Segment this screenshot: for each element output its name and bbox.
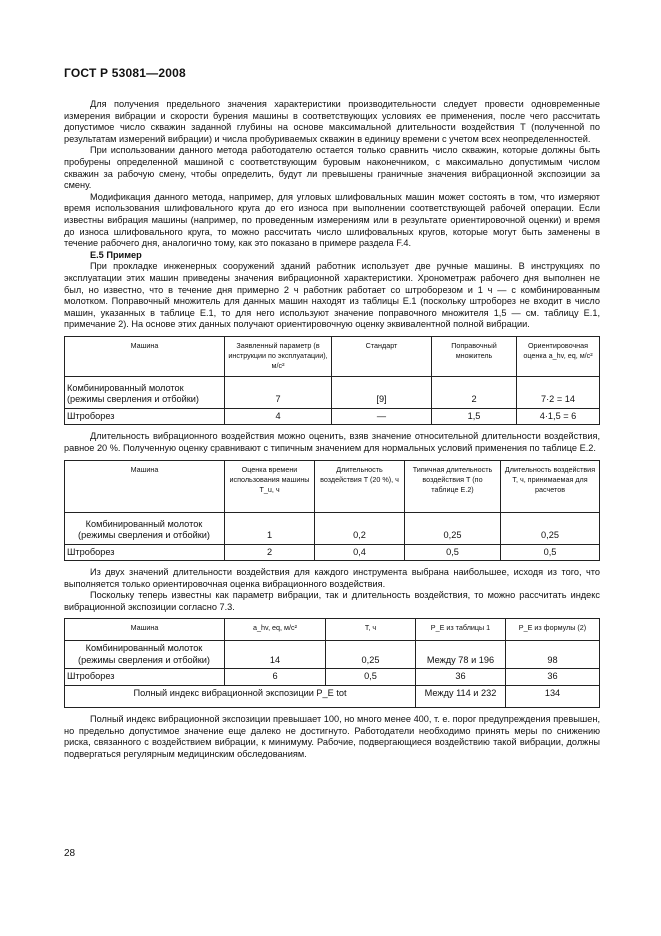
table-cell: 36: [506, 669, 600, 686]
section-title: Е.5 Пример: [90, 249, 142, 260]
table-vibration-estimate: [64, 336, 600, 426]
table-cell: 0,25: [501, 512, 600, 544]
table-cell: [9]: [332, 376, 432, 408]
table-cell: 0,2: [315, 512, 405, 544]
table-cell: Между 114 и 232: [416, 685, 506, 707]
table-header-cell: P_E из формулы (2): [506, 619, 600, 641]
table-cell: 6: [225, 669, 326, 686]
paragraph: Полный индекс вибрационной экспозиции превышает 100, но много менее 400, т. е. порог предупреждения превышен, но предельно допустимое значение еще далеко не достигнуто. Работодатели необходимо принять меры по снижению риска, связанного с воздействием вибрации, к минимуму. Рабочие, подвергающиеся воздействию такой вибрации, должны подвергаться регулярным медицинским обследованиям.: [64, 713, 600, 759]
paragraph: Из двух значений длительности воздействия для каждого инструмента выбрана наибольшее, исходя из того, что выполняется только ориентировочная оценка вибрационного воздействия.: [64, 567, 600, 589]
table-header-cell: Типичная длительность воздействия T (по таблице Е.2): [405, 460, 501, 512]
table-header-cell: Длительность воздействия T, ч, принимаемая для расчетов: [501, 460, 600, 512]
table-cell: 36: [416, 669, 506, 686]
paragraph: При использовании данного метода работодателю остается только сравнить число скважин, которые должны быть пробурены определенной машиной с соответствующим буровым наконечником, с максимально допустимым числом скважин за рабочую смену, чтобы определить, будут ли превышены граничные значения вибрационной экспозиции за смену.: [64, 145, 600, 191]
table-exposure-index: [64, 618, 600, 708]
doc-code-header: ГОСТ Р 53081—2008: [64, 66, 186, 80]
table-header-cell: Оценка времени использования машины T_u, ч: [225, 460, 315, 512]
paragraph: Длительность вибрационного воздействия можно оценить, взяв значение относительной длительности воздействия, равное 20 %. Полученную оценку сравнивают с типичным значением для нормальных условий применения по таблице Е.2.: [64, 431, 600, 453]
table-header-cell: Поправочный множитель: [432, 336, 517, 376]
table-header-row: [65, 619, 600, 641]
table-cell: 0,4: [315, 544, 405, 561]
paragraph: При прокладке инженерных сооружений зданий работник использует две ручные машины. В инструкциях по эксплуатации этих машин приведены значения вибрационной характеристики. Хронометраж рабочего дня выполнен не был, но известно, что в течение дня примерно 2 ч работник работает со штроборезом и 1 ч — с комбинированным молотком. Поправочный множитель для данных машин находят из таблицы Е.1 (поскольку штроборез не входит в число машин, указанных в таблице Е.1, то для него используют значение поправочного множителя 1,5 — см. таблицу Е.1, примечание 2). На основе этих данных получают ориентировочную оценку эквивалентной полной вибрации.: [64, 261, 600, 330]
table-header-cell: Машина: [65, 460, 225, 512]
paragraph: Для получения предельного значения характеристики производительности следует провести одновременные измерения вибрации и скорости бурения машины в соответствующих условиях ее применения, после чего рассчитать допустимое число скважин заданной глубины на основе максимальной длительности воздействия T (полученной по результатам измерений вибрации) и числа пробуриваемых скважин в единицу времени с учетом всех неопределенностей.: [64, 99, 600, 144]
table-cell: Штроборез: [65, 408, 225, 425]
table-cell: 4: [225, 408, 332, 425]
table-row: [65, 512, 600, 544]
table-header-cell: Стандарт: [332, 336, 432, 376]
table-cell: 0,5: [501, 544, 600, 561]
paragraph: Поскольку теперь известны как параметр вибрации, так и длительность воздействия, то можно рассчитать индекс вибрационной экспозиции согласно 7.3.: [64, 590, 600, 612]
table-cell: 7·2 = 14: [517, 376, 600, 408]
table-header-cell: T, ч: [326, 619, 416, 641]
table-header-cell: Ориентировочная оценка a_hv, eq, м/с²: [517, 336, 600, 376]
table-cell: 0,25: [405, 512, 501, 544]
table-cell: 1,5: [432, 408, 517, 425]
table-cell: 134: [506, 685, 600, 707]
table-row: [65, 408, 600, 425]
table-header-cell: P_E из таблицы 1: [416, 619, 506, 641]
table-total-row: [65, 685, 600, 707]
table-header-cell: Машина: [65, 336, 225, 376]
table-cell: Комбинированный молоток (режимы сверления и отбойки): [65, 376, 225, 408]
table-header-cell: a_hv, eq, м/с²: [225, 619, 326, 641]
table-row: [65, 669, 600, 686]
paragraph: Модификация данного метода, например, для угловых шлифовальных машин может состоять в том, что измеряют время использования шлифовального круга до его износа при выполнении соответствующей рабочей операции. Если известны вибрация машины (например, по проведенным измерениям или в результате ориентировочной оценки) и время до износа шлифовального круга, то можно рассчитать число шлифовальных кругов, которые могут быть заменены в течение рабочего дня, аналогично тому, как это показано в примере раздела F.4.: [64, 191, 600, 249]
table-cell: 14: [225, 641, 326, 669]
table-header-row: [65, 460, 600, 512]
page-number: 28: [64, 848, 76, 859]
table-cell: 2: [432, 376, 517, 408]
table-row: [65, 376, 600, 408]
table-cell: 0,5: [405, 544, 501, 561]
table-cell: 98: [506, 641, 600, 669]
table-cell: 7: [225, 376, 332, 408]
table-cell: 1: [225, 512, 315, 544]
table-exposure-duration: [64, 460, 600, 562]
table-cell: Комбинированный молоток (режимы сверления и отбойки): [65, 641, 225, 669]
table-header-cell: Заявленный параметр (в инструкции по эксплуатации), м/с²: [225, 336, 332, 376]
table-cell: Между 78 и 196: [416, 641, 506, 669]
table-cell: Полный индекс вибрационной экспозиции P_E tot: [65, 685, 416, 707]
table-cell: 0,25: [326, 641, 416, 669]
table-cell: 0,5: [326, 669, 416, 686]
table-cell: —: [332, 408, 432, 425]
table-cell: Комбинированный молоток (режимы сверления и отбойки): [65, 512, 225, 544]
table-cell: Штроборез: [65, 544, 225, 561]
table-cell: Штроборез: [65, 669, 225, 686]
table-cell: 2: [225, 544, 315, 561]
table-header-cell: Длительность воздействия T (20 %), ч: [315, 460, 405, 512]
table-header-cell: Машина: [65, 619, 225, 641]
table-header-row: [65, 336, 600, 376]
table-cell: 4·1,5 = 6: [517, 408, 600, 425]
page-content: [64, 99, 600, 760]
table-row: [65, 641, 600, 669]
table-row: [65, 544, 600, 561]
